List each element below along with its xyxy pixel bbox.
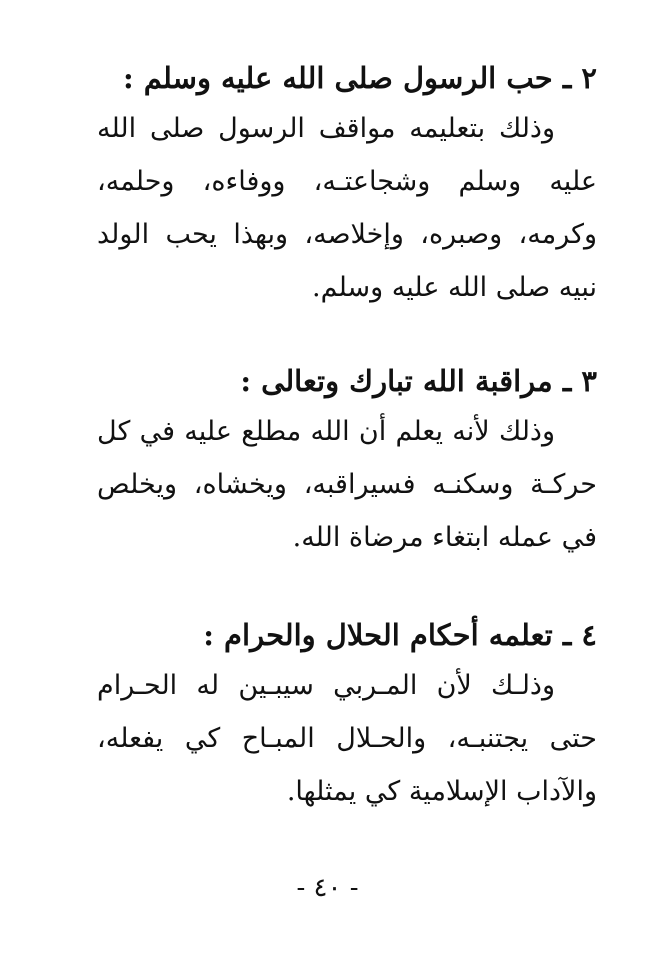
- section-paragraph: وذلك بتعليمه مواقف الرسول صلى الله عليه وسلم وشجاعتـه، ووفاءه، وحلمه، وكرمه، وصبره، وإخلاصه، وبهذا يحب الولد نبيه صلى الله عليه وسلم.: [97, 113, 597, 303]
- section-heading: ٣ ـ مراقبة الله تبارك وتعالى :: [240, 364, 597, 398]
- page-number: - ٤٠ -: [296, 873, 359, 903]
- section-love-of-prophet: [97, 58, 597, 314]
- section-god-consciousness: [97, 361, 597, 564]
- section-paragraph: وذلـك لأن المـربي سيبـين له الحـرام حتى يجتنبـه، والحـلال المبـاح كي يفعله، والآداب الإسلامية كي يمثلها.: [97, 670, 597, 807]
- section-heading: ٢ ـ حب الرسول صلى الله عليه وسلم :: [122, 61, 597, 95]
- section-heading: ٤ ـ تعلمه أحكام الحلال والحرام :: [203, 618, 597, 652]
- section-paragraph: وذلك لأنه يعلم أن الله مطلع عليه في كل حركـة وسكنـه فسيراقبه، ويخشاه، ويخلص في عمله ابتغاء مرضاة الله.: [97, 416, 597, 553]
- section-halal-and-haram: [97, 615, 597, 818]
